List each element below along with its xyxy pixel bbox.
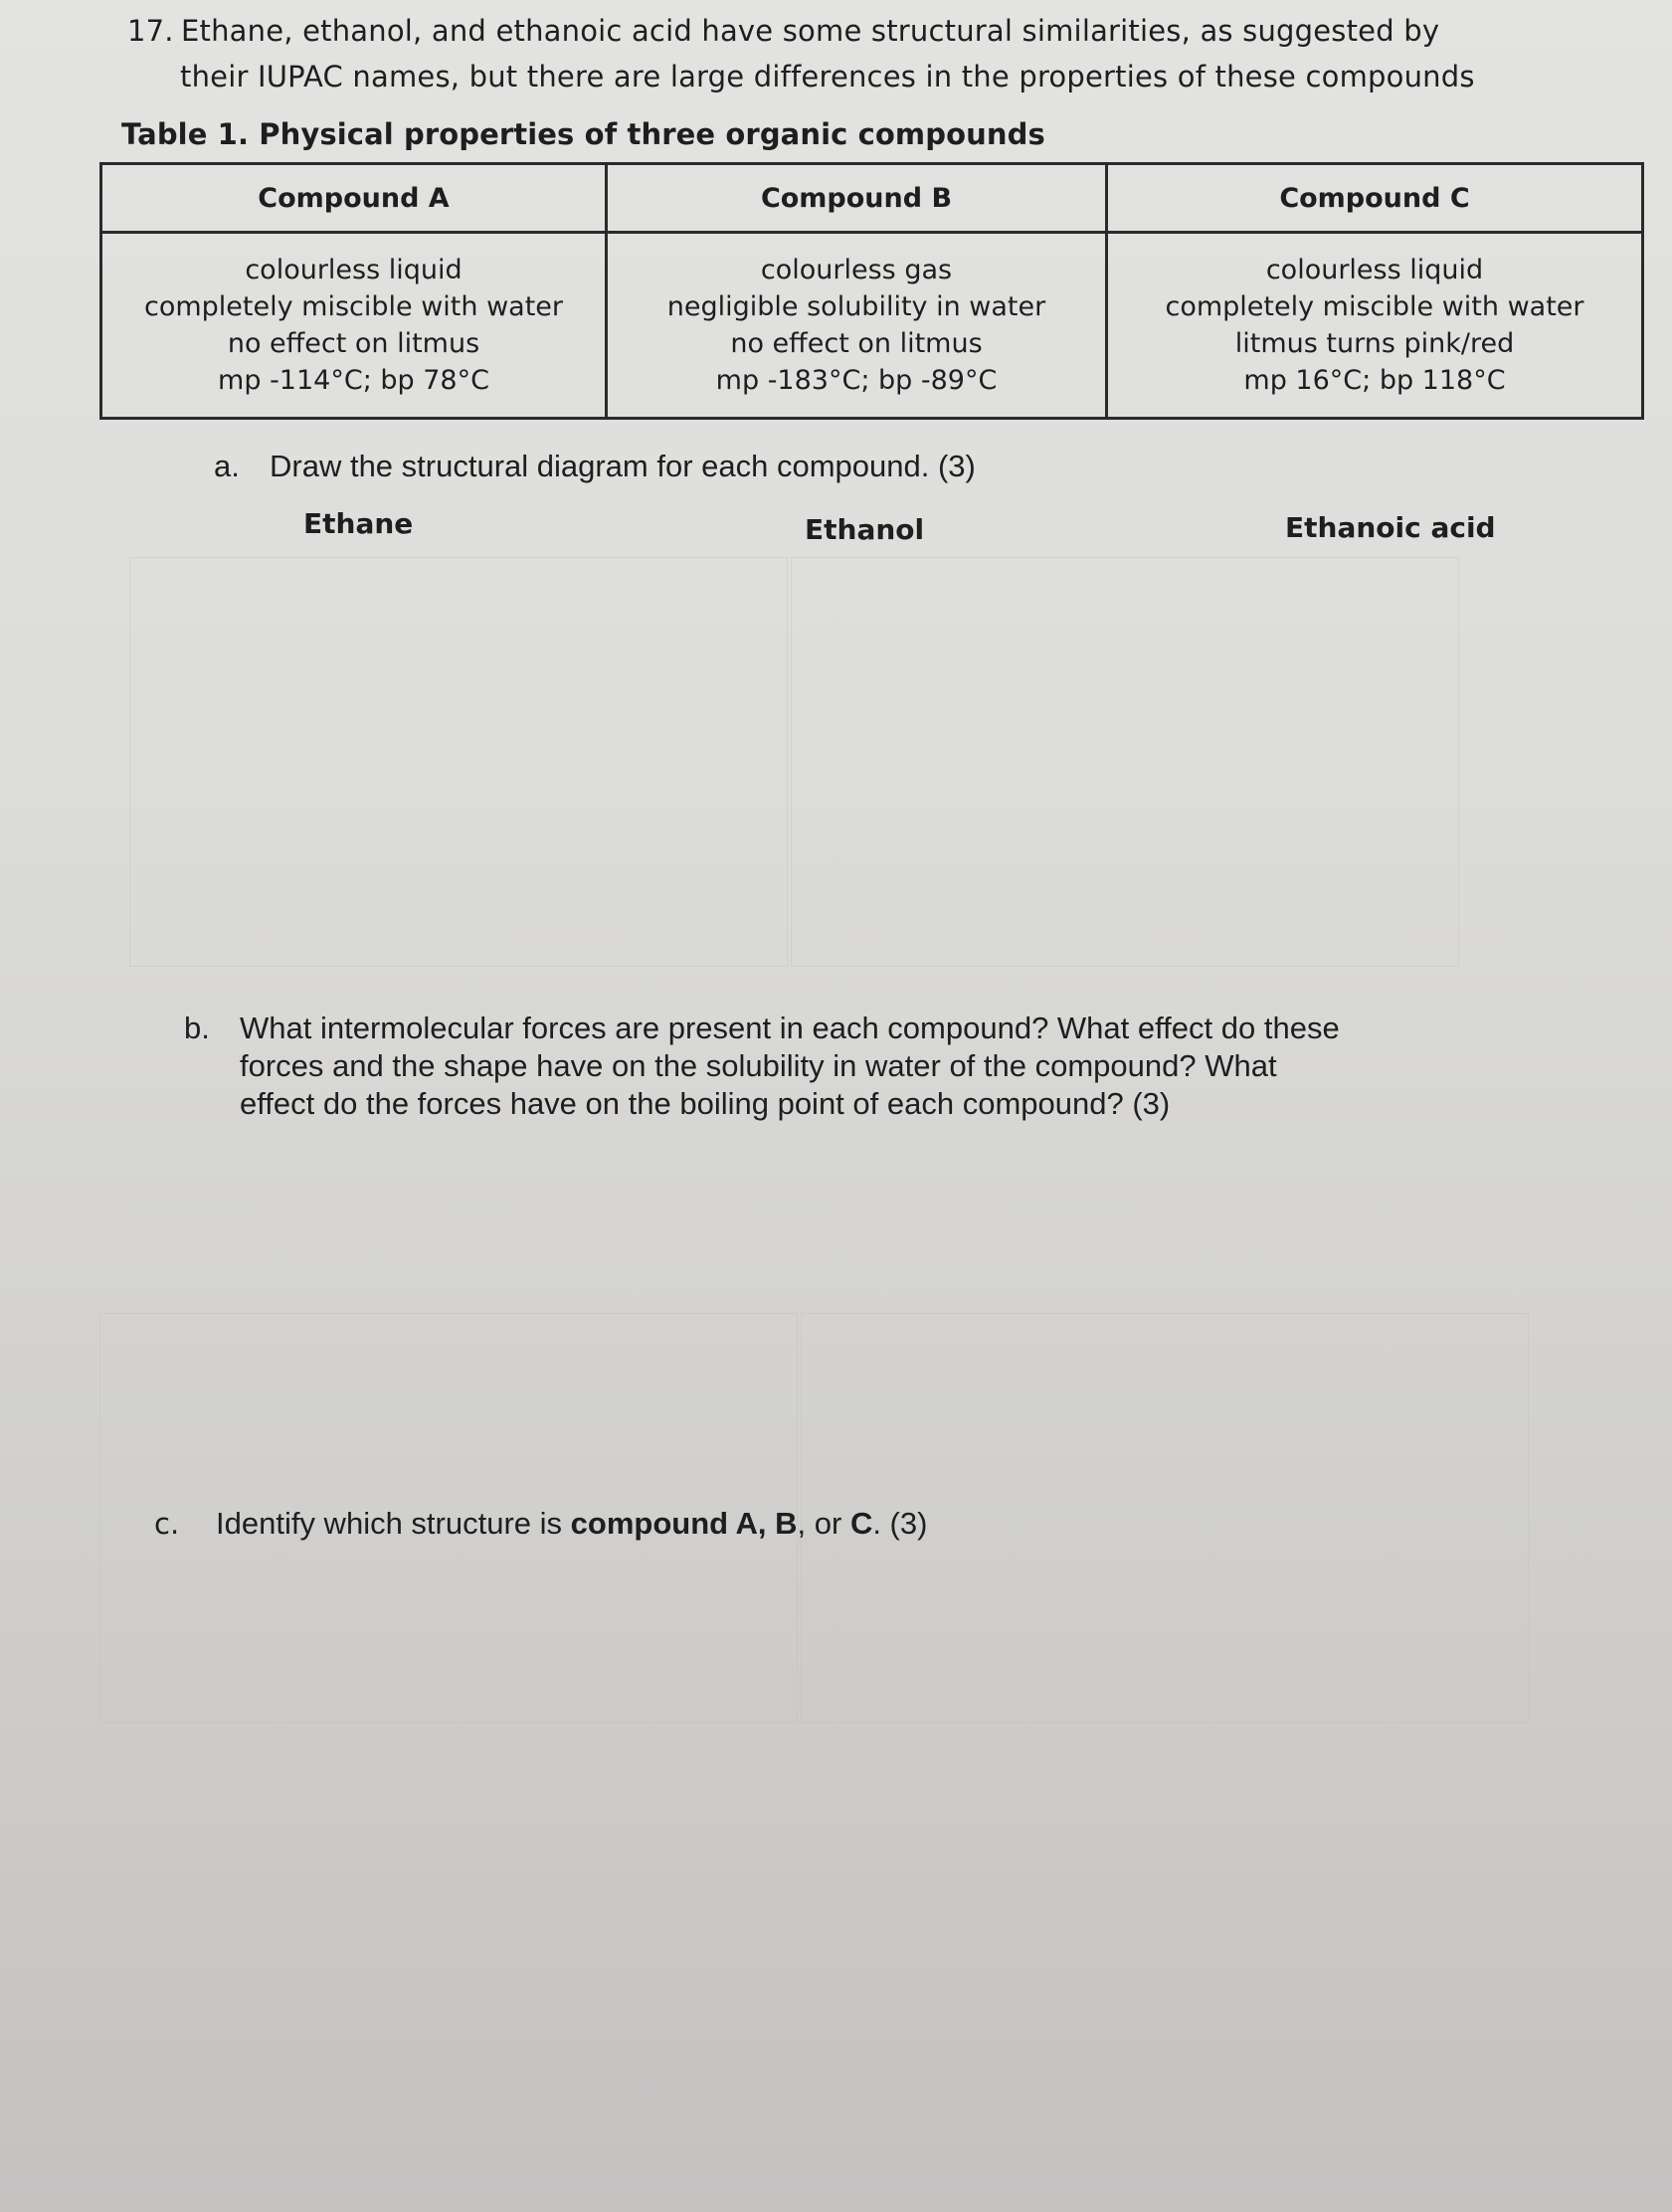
- part-a-prompt: [214, 448, 976, 485]
- part-b-prompt: [184, 1010, 1507, 1123]
- part-b-label: b.: [184, 1011, 210, 1045]
- cell-line: completely miscible with water: [1165, 291, 1584, 322]
- compound-name-ethanol: Ethanol: [805, 513, 925, 546]
- cell-line: colourless liquid: [245, 255, 463, 285]
- part-c-prompt: [154, 1505, 927, 1543]
- part-c-text-mid: , or: [797, 1506, 850, 1541]
- part-c-text-before: Identify which structure is: [216, 1506, 571, 1541]
- part-b-line-2: forces and the shape have on the solubility in water of the compound? What: [240, 1048, 1277, 1083]
- header-compound-c: Compound C: [1107, 164, 1643, 233]
- cell-line: mp -183°C; bp -89°C: [715, 365, 998, 396]
- question-line-1: Ethane, ethanol, and ethanoic acid have some structural similarities, as suggested by: [181, 14, 1440, 48]
- cell-line: litmus turns pink/red: [1234, 328, 1515, 359]
- table-header-row: [101, 164, 1643, 233]
- part-b-line-1: What intermolecular forces are present in each compound? What effect do these: [240, 1011, 1340, 1045]
- bleed-through-box: [129, 557, 788, 967]
- part-a-text: Draw the structural diagram for each compound. (3): [270, 449, 976, 483]
- part-b-line-3: effect do the forces have on the boiling point of each compound? (3): [240, 1086, 1171, 1121]
- cell-line: colourless gas: [760, 255, 953, 285]
- table-row: [101, 233, 1643, 419]
- properties-table: [99, 162, 1644, 420]
- cell-line: no effect on litmus: [730, 328, 983, 359]
- bleed-through-box: [791, 557, 1459, 967]
- cell-line: mp -114°C; bp 78°C: [218, 365, 489, 396]
- part-c-text-after: . (3): [872, 1506, 928, 1541]
- table-caption: Table 1. Physical properties of three organic compounds: [121, 117, 1045, 151]
- compound-name-ethanoic-acid: Ethanoic acid: [1285, 511, 1496, 544]
- part-a-label: a.: [214, 449, 240, 483]
- cell-compound-a: [101, 233, 607, 419]
- cell-line: colourless liquid: [1265, 255, 1484, 285]
- part-c-text-bold-2: C: [849, 1506, 873, 1541]
- cell-line: negligible solubility in water: [666, 291, 1046, 322]
- header-compound-b: Compound B: [607, 164, 1107, 233]
- header-compound-a: Compound A: [101, 164, 607, 233]
- cell-line: no effect on litmus: [227, 328, 480, 359]
- question-line-2: their IUPAC names, but there are large differences in the properties of these compounds: [180, 60, 1475, 93]
- question-number: 17.: [127, 14, 174, 48]
- compound-name-ethane: Ethane: [303, 507, 414, 540]
- part-c-label: c.: [154, 1507, 180, 1541]
- cell-line: mp 16°C; bp 118°C: [1243, 365, 1506, 396]
- cell-line: completely miscible with water: [143, 291, 564, 322]
- part-c-text-bold: compound A, B: [570, 1506, 798, 1541]
- cell-compound-b: [607, 233, 1107, 419]
- question-17-intro: [127, 8, 1520, 99]
- cell-compound-c: [1107, 233, 1643, 419]
